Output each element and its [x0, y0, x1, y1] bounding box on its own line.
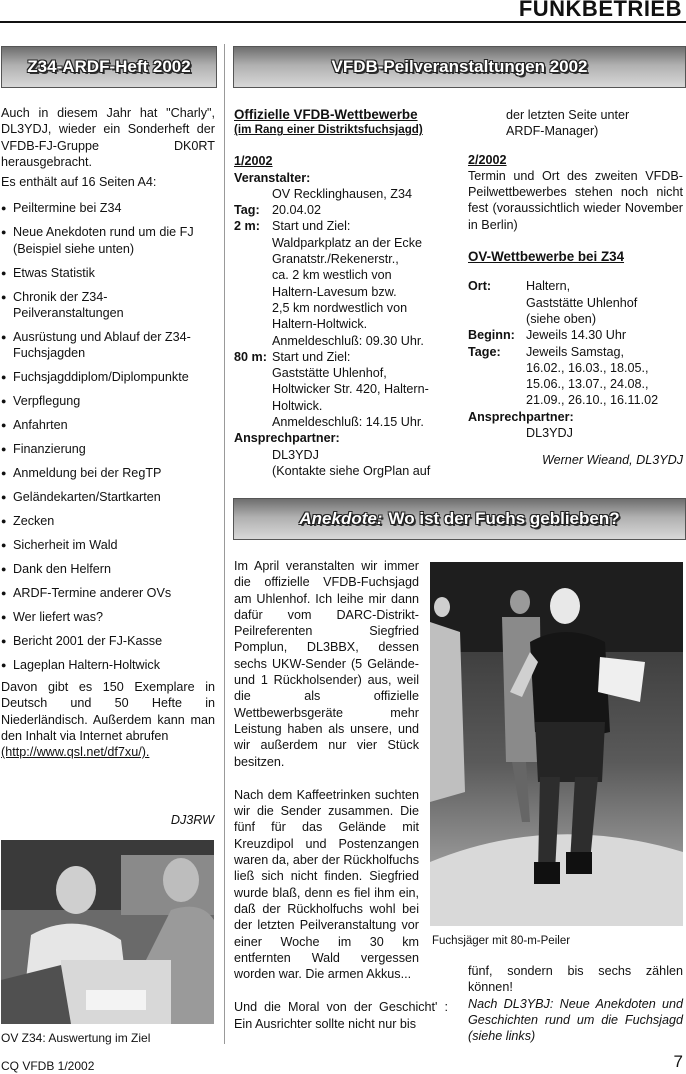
list-item: ● Etwas Statistik — [1, 265, 215, 281]
vfdb-signature: Werner Wieand, DL3YDJ — [541, 453, 683, 468]
vfdb-events-column — [234, 107, 456, 479]
ov-title: OV-Wettbewerbe bei Z34 — [468, 249, 625, 265]
ov-start: Jeweils 14.30 Uhr — [526, 328, 627, 343]
contents-list — [1, 200, 215, 673]
event1-80m-details — [272, 349, 429, 430]
list-item: ● Anmeldung bei der RegTP — [1, 465, 215, 481]
anekdote-paragraph-3: Und die Moral von der Geschicht' : Ein Ausrichter sollte nicht nur bis — [234, 1000, 448, 1031]
text-line: Start und Ziel: — [272, 219, 351, 234]
list-item: ● Ausrüstung und Ablauf der Z34-Fuchsjagden — [1, 329, 215, 362]
text-line: Gaststätte Uhlenhof — [526, 295, 638, 310]
text-line: ARDF-Manager) — [506, 124, 599, 139]
anekdote-banner — [233, 498, 686, 540]
ov-place — [526, 278, 637, 327]
anekdote-banner-prefix: Anekdote: — [299, 508, 383, 528]
text-line: Holtwicker Str. 420, Haltern- — [272, 382, 429, 397]
ov-start-label: Beginn: — [468, 328, 515, 343]
text-line: Start und Ziel: — [272, 349, 351, 364]
text-line: Waldparkplatz an der Ecke — [272, 235, 423, 250]
text-line: Granatstr./Rekenerstr., — [272, 252, 399, 267]
official-subtitle: (im Rang einer Distriktsfuchsjagd) — [234, 123, 423, 137]
list-item: ● Finanzierung — [1, 441, 215, 457]
list-item: ● Chronik der Z34- Peilveranstaltungen — [1, 289, 215, 322]
list-item: ● Anfahrten — [1, 417, 215, 433]
internet-link[interactable]: (http://www.qsl.net/df7xu/). — [1, 745, 150, 760]
text-line: 21.09., 26.10., 16.11.02 — [526, 393, 659, 408]
text-line: der letzten Seite unter — [506, 108, 630, 122]
page-number: 7 — [673, 1052, 683, 1071]
ov-place-label: Ort: — [468, 279, 492, 294]
event1-80m-label: 80 m: — [234, 349, 267, 364]
anekdote-paragraph-2: Nach dem Kaffeetrinken suchten wir die Sender zusammen. Die fünf für das Gelände mit Kreuzdipol und Postenzangen waren da, aber der Rückholfuchs ließ sich nicht finden. Siegfried wurde blaß, denn es fiel ihm ein, daß der Rückholfuchs wohl bei der letzten Peilveranstaltung vor einer Woche im 30 km entfernten Wald vergessen worden war. Die armen Akkus... — [234, 787, 419, 982]
event1-contact-note: (Kontakte siehe OrgPlan auf — [272, 463, 431, 478]
list-item: ● Sicherheit im Wald — [1, 537, 215, 553]
event1-organizer-label: Veranstalter: — [234, 170, 311, 185]
text-line: 15.06., 13.07., 24.08., — [526, 377, 649, 392]
anekdote-end-column — [468, 963, 683, 1044]
list-item: ● Neue Anekdoten rund um die FJ (Beispiel siehe unten) — [1, 224, 215, 257]
photo-runner-image — [430, 562, 683, 926]
list-item: ● ARDF-Termine anderer OVs — [1, 585, 215, 601]
text-line: 16.02., 16.03., 18.05., — [526, 360, 649, 375]
event1-day-label: Tag: — [234, 203, 260, 218]
event1-id: 1/2002 — [234, 154, 273, 169]
event1-2m-label: 2 m: — [234, 219, 260, 234]
list-item: ● Verpflegung — [1, 393, 215, 409]
left-column — [1, 105, 215, 761]
text-line: 2,5 km nordwestlich von — [272, 300, 408, 315]
text-line: Anmeldeschluß: 09.30 Uhr. — [272, 333, 424, 348]
text-line: Haltern-Lavesum bzw. — [272, 284, 397, 299]
event1-organizer: OV Recklinghausen, Z34 — [272, 186, 413, 201]
anekdote-paragraph-1: Im April veranstalten wir immer die offizielle VFDB-Fuchsjagd am Uhlenhof. Ich leihe mir dann dafür vom DARC-Distrikt-Peilreferenten Siegfried Pomplun, DL3BBX, dessen sechs UKW-Sender (5 Gelände- und 1 Rückholsender) aus, weil die als offizielle Wettbewerbsgeräte mehr Leistung haben als unsere, und wir außerdem nur vier Stück besitzen. — [234, 559, 419, 769]
photo-runner — [430, 562, 683, 926]
photo-evaluation-caption: OV Z34: Auswertung im Ziel — [1, 1031, 151, 1045]
section-title: FUNKBETRIEB — [518, 0, 682, 21]
text-line: (siehe oben) — [526, 311, 597, 326]
photo-evaluation — [1, 840, 214, 1024]
photo-runner-caption: Fuchsjäger mit 80-m-Peiler — [432, 935, 571, 947]
anekdote-column — [234, 558, 448, 1032]
event1-day: 20.04.02 — [272, 203, 322, 218]
event2-id: 2/2002 — [468, 152, 507, 167]
ov-contact-label: Ansprechpartner: — [468, 409, 574, 424]
list-item: ● Peiltermine bei Z34 — [1, 200, 215, 216]
vfdb-events-column-2 — [468, 107, 683, 469]
official-title: Offizielle VFDB-Wettbewerbe — [234, 107, 418, 122]
text-line: Anmeldeschluß: 14.15 Uhr. — [272, 415, 424, 430]
list-item: ● Lageplan Haltern-Holtwick — [1, 657, 215, 673]
anekdote-note: Nach DL3YBJ: Neue Anekdoten und Geschichten rund um die Fuchsjagd (siehe links) — [468, 996, 683, 1044]
ov-contact: DL3YDJ — [526, 426, 573, 441]
text-line: Haltern, — [526, 279, 571, 294]
list-item: ● Bericht 2001 der FJ-Kasse — [1, 633, 215, 649]
event2-text: Termin und Ort des zweiten VFDB-Peilwettbewerbes stehen noch nicht fest (voraussichtlich wieder November in Berlin) — [468, 168, 683, 232]
lead-text: Es enthält auf 16 Seiten A4: — [1, 175, 157, 190]
outro-text: Davon gibt es 150 Exemplare in Deutsch und 50 Hefte in Niederländisch. Außerdem kann man den Inhalt via Internet abrufen — [1, 680, 215, 743]
ov-days — [526, 344, 658, 409]
photo-evaluation-image — [1, 840, 214, 1024]
text-line: Jeweils Samstag, — [526, 344, 624, 359]
anekdote-paragraph-4: fünf, sondern bis sechs zählen können! — [468, 964, 683, 995]
list-item: ● Zecken — [1, 513, 215, 529]
issue-label: CQ VFDB 1/2002 — [1, 1059, 95, 1073]
column-divider — [224, 44, 225, 1044]
list-item: ● Dank den Helfern — [1, 561, 215, 577]
list-item: ● Geländekarten/Startkarten — [1, 489, 215, 505]
left-signature: DJ3RW — [170, 813, 214, 827]
event1-2m-details — [272, 218, 424, 348]
vfdb-banner: VFDB-Peilveranstaltungen 2002 — [233, 46, 686, 88]
text-line: Holtwick. — [272, 398, 323, 413]
text-line: Haltern-Holtwick. — [272, 317, 368, 332]
left-banner: Z34-ARDF-Heft 2002 — [1, 46, 217, 88]
text-line: ca. 2 km westlich von — [272, 268, 392, 283]
list-item: ● Fuchsjagddiplom/Diplompunkte — [1, 369, 215, 385]
ov-days-label: Tage: — [468, 344, 501, 359]
intro-text: Auch in diesem Jahr hat "Charly", DL3YDJ, wieder ein Sonderheft der VFDB-FJ-Gruppe DK0RT herausgebracht. — [1, 106, 215, 169]
text-line: Gaststätte Uhlenhof, — [272, 366, 387, 381]
list-item: ● Wer liefert was? — [1, 609, 215, 625]
event1-contact-label: Ansprechpartner: — [234, 431, 340, 446]
anekdote-banner-title: Wo ist der Fuchs geblieben? — [388, 508, 620, 528]
event1-contact: DL3YDJ — [272, 447, 319, 462]
